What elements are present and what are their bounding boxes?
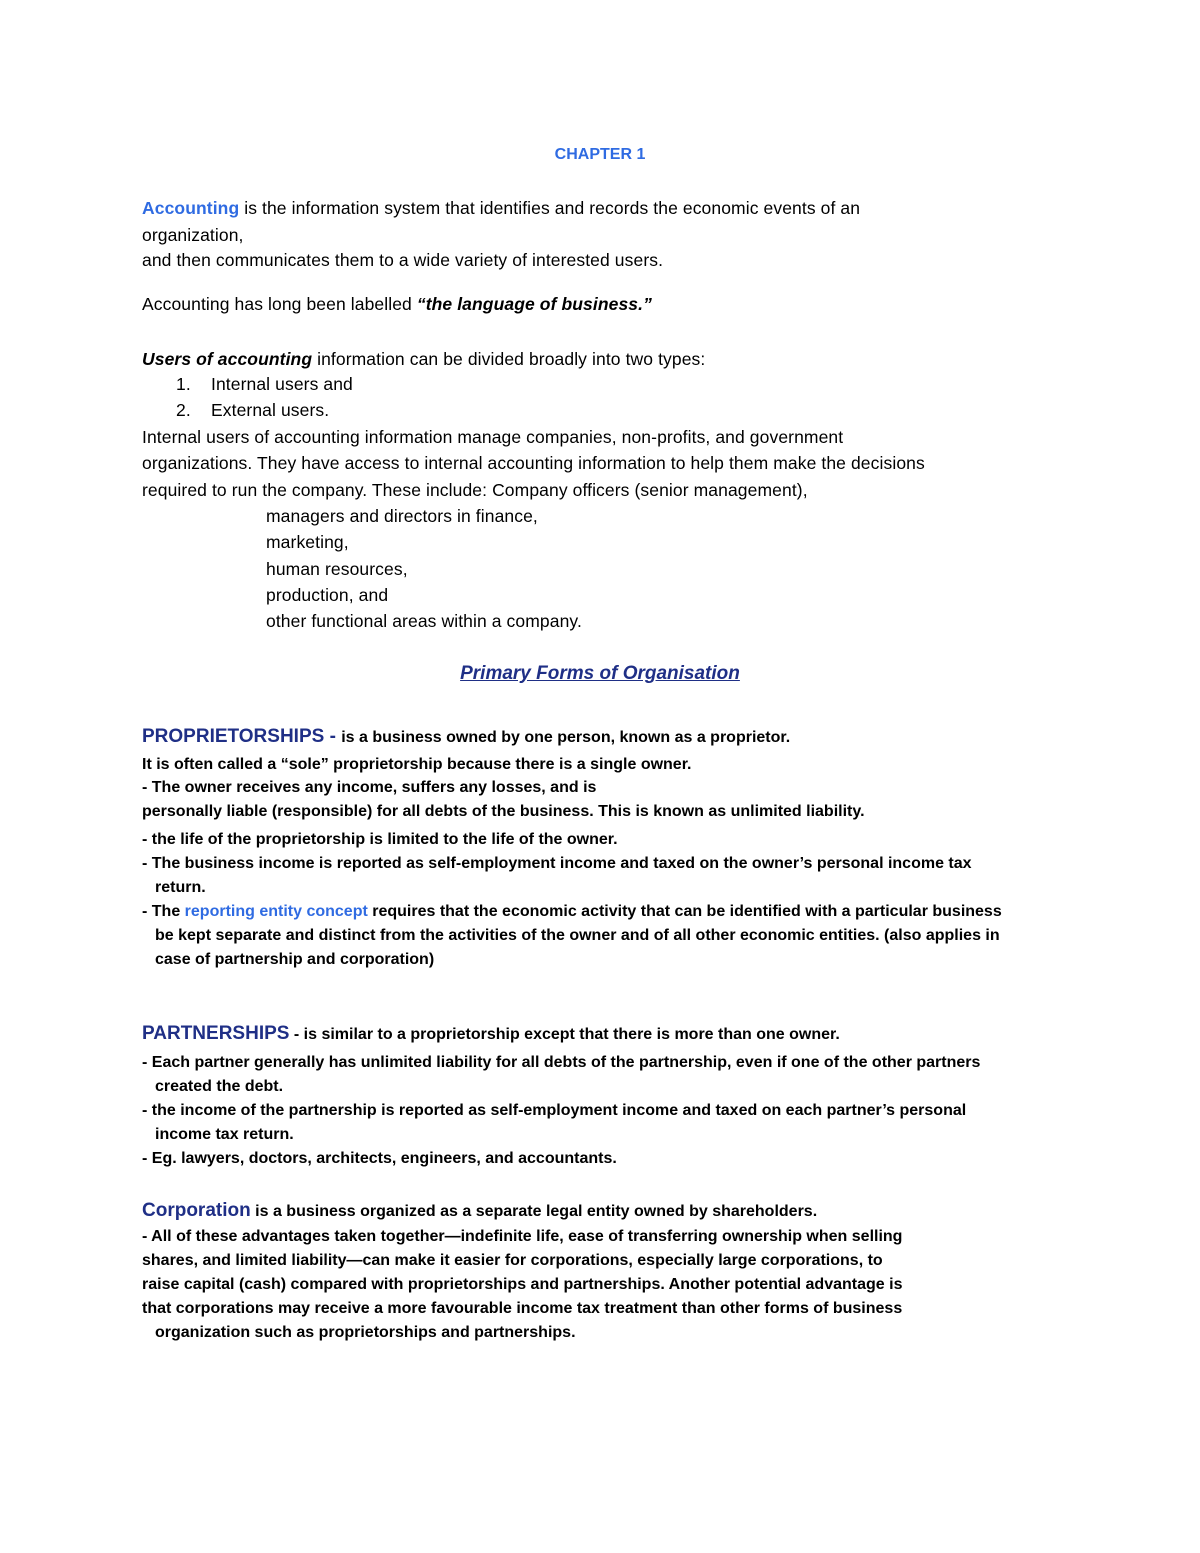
indented-line-1: managers and directors in finance,: [266, 506, 538, 526]
chapter-heading: CHAPTER 1: [554, 146, 646, 163]
language-quote: “the language of business.”: [416, 294, 652, 314]
users-list-item-1: 1.: [176, 374, 191, 394]
internal-users-line-3: required to run the company. These include: Company officers (senior management),: [142, 480, 808, 500]
proprietorships-line-4: - the life of the proprietorship is limited to the life of the owner.: [142, 831, 618, 848]
intro-line-1: Accounting is the information system that identifies and records the economic events of an: [142, 198, 861, 218]
proprietorships-line-5: - The business income is reported as self-employment income and taxed on the owner’s personal income tax: [142, 855, 972, 872]
corporation-line-1: - All of these advantages taken together—indefinite life, ease of transferring ownership when selling: [142, 1228, 903, 1245]
indented-line-2: marketing,: [266, 532, 349, 552]
corporation-line-3: raise capital (cash) compared with proprietorships and partnerships. Another potential advantage is: [142, 1276, 903, 1293]
internal-users-line-2: organizations. They have access to internal accounting information to help them make the decisions: [142, 453, 925, 473]
corporation-heading-line: Corporation is a business organized as a separate legal entity owned by shareholders.: [142, 1200, 818, 1221]
partnerships-heading-line: PARTNERSHIPS - is similar to a proprietorship except that there is more than one owner.: [142, 1023, 840, 1044]
proprietorships-line-6: return.: [155, 879, 206, 896]
section-title: Primary Forms of Organisation: [460, 663, 740, 684]
partnerships-line-1: - Each partner generally has unlimited liability for all debts of the partnership, even if one of the other partners: [142, 1054, 981, 1071]
corporation-line-2: shares, and limited liability—can make it easier for corporations, especially large corporations, to: [142, 1252, 883, 1269]
partnerships-line-2: created the debt.: [155, 1078, 284, 1095]
proprietorships-heading-line: PROPRIETORSHIPS - is a business owned by one person, known as a proprietor.: [142, 726, 791, 747]
reporting-entity-term: reporting entity concept: [184, 903, 368, 920]
users-list-item-2: 2.: [176, 400, 191, 420]
indented-line-4: production, and: [266, 585, 389, 605]
corporation-line-5: organization such as proprietorships and partnerships.: [155, 1324, 576, 1341]
intro-line-3: and then communicates them to a wide variety of interested users.: [142, 250, 664, 270]
partnerships-term: PARTNERSHIPS: [142, 1023, 290, 1044]
reporting-entity-line: - The reporting entity concept requires that the economic activity that can be identified with a particular business: [142, 903, 1002, 920]
proprietorships-line-1: It is often called a “sole” proprietorship because there is a single owner.: [142, 756, 692, 773]
partnerships-line-5: - Eg. lawyers, doctors, architects, engineers, and accountants.: [142, 1150, 617, 1167]
partnerships-line-4: income tax return.: [155, 1126, 294, 1143]
indented-line-5: other functional areas within a company.: [266, 611, 582, 631]
reporting-entity-line-2: be kept separate and distinct from the activities of the owner and of all other economic entities. (also applies in: [155, 927, 1000, 944]
accounting-term: Accounting: [142, 198, 240, 218]
users-list-item-2-text: External users.: [211, 400, 330, 420]
corporation-term: Corporation: [142, 1200, 251, 1221]
language-of-business-line: Accounting has long been labelled “the language of business.”: [142, 294, 652, 314]
proprietorships-term: PROPRIETORSHIPS -: [142, 726, 342, 747]
partnerships-line-3: - the income of the partnership is reported as self-employment income and taxed on each partner’s personal: [142, 1102, 967, 1119]
users-list-item-1-text: Internal users and: [211, 374, 353, 394]
proprietorships-line-2: - The owner receives any income, suffers any losses, and is: [142, 779, 597, 796]
intro-line-2: organization,: [142, 225, 244, 245]
internal-users-line-1: Internal users of accounting information manage companies, non-profits, and government: [142, 427, 844, 447]
users-intro-line: Users of accounting information can be divided broadly into two types:: [142, 349, 706, 369]
proprietorships-line-3: personally liable (responsible) for all debts of the business. This is known as unlimited liability.: [142, 803, 865, 820]
corporation-line-4: that corporations may receive a more favourable income tax treatment than other forms of business: [142, 1300, 903, 1317]
users-term: Users of accounting: [142, 349, 313, 369]
indented-line-3: human resources,: [266, 559, 408, 579]
reporting-entity-line-3: case of partnership and corporation): [155, 951, 435, 968]
